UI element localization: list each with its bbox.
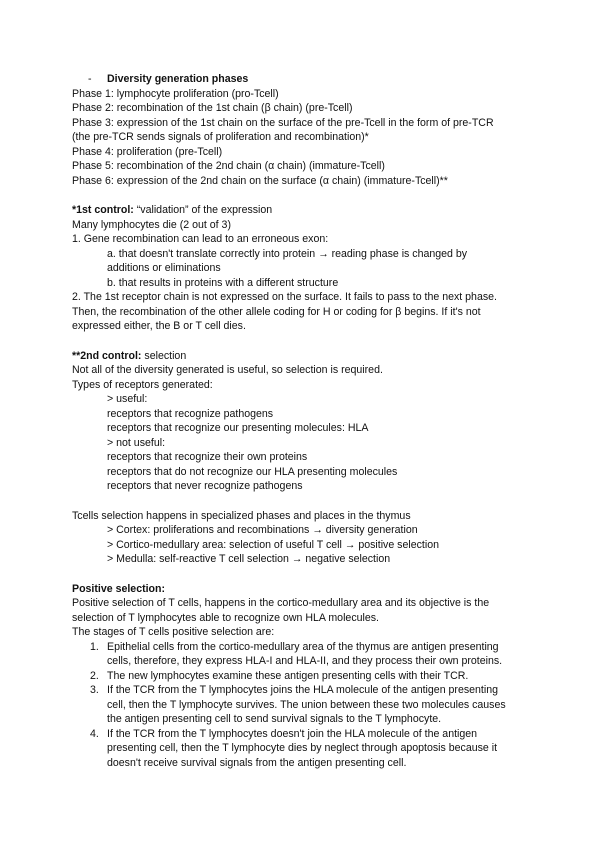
control1-indented-line: a. that doesn't translate correctly into protein → reading phase is changed by xyxy=(107,248,468,260)
control2-title xyxy=(72,349,186,363)
control1-line: Many lymphocytes die (2 out of 3) xyxy=(72,219,231,231)
receptor-type-line: > useful: xyxy=(107,393,148,405)
control1-line: Then, the recombination of the other allele coding for H or coding for β begins. If it's not xyxy=(72,306,481,318)
control1-indented-line: b. that results in proteins with a different structure xyxy=(107,277,339,289)
stage-line: If the TCR from the T lymphocytes joins the HLA molecule of the antigen presenting xyxy=(107,684,499,696)
stage-number: 1. xyxy=(90,641,99,653)
positive-paragraph-line: Positive selection of T cells, happens in the cortico-medullary area and its objective is the xyxy=(72,597,490,609)
control2-line: Not all of the diversity generated is useful, so selection is required. xyxy=(72,364,383,376)
control2-line: Types of receptors generated: xyxy=(72,379,213,391)
control1-line: 2. The 1st receptor chain is not expressed on the surface. It fails to pass to the next phase. xyxy=(72,291,497,303)
control1-line: expressed either, the B or T cell dies. xyxy=(72,320,246,332)
control1-title-bold: *1st control: xyxy=(72,204,134,216)
receptor-type-line: > not useful: xyxy=(107,437,166,449)
stage-number: 3. xyxy=(90,684,99,696)
phase-line: Phase 1: lymphocyte proliferation (pro-Tcell) xyxy=(72,88,279,100)
control1-title-rest: “validation” of the expression xyxy=(133,204,273,216)
receptor-type-line: receptors that recognize our presenting molecules: HLA xyxy=(107,422,369,434)
control1-indented-line: additions or eliminations xyxy=(107,262,221,274)
stage-number: 4. xyxy=(90,728,99,740)
stage-number: 2. xyxy=(90,670,99,682)
control2-title-rest: selection xyxy=(141,350,187,362)
stage-line: presenting cell, then the T lymphocyte dies by neglect through apoptosis because it xyxy=(107,742,498,754)
stage-line: Epithelial cells from the cortico-medullary area of the thymus are antigen presenting xyxy=(107,641,499,653)
stage-line: doesn't receive survival signals from the antigen presenting cell. xyxy=(107,757,407,769)
receptor-type-line: receptors that recognize pathogens xyxy=(107,408,274,420)
stage-line: cells, therefore, they express HLA-I and HLA-II, and they process their own proteins. xyxy=(107,655,503,667)
thymus-item: > Medulla: self-reactive T cell selection → negative selection xyxy=(107,553,391,565)
stage-line: the antigen presenting cell to send survival signals to the T lymphocyte. xyxy=(107,713,442,725)
positive-selection-heading: Positive selection: xyxy=(72,583,166,595)
control2-title-bold: **2nd control: xyxy=(72,350,142,362)
phase-line: Phase 6: expression of the 2nd chain on the surface (α chain) (immature-Tcell)** xyxy=(72,175,448,187)
positive-paragraph-line: The stages of T cells positive selection are: xyxy=(72,626,275,638)
thymus-intro: Tcells selection happens in specialized phases and places in the thymus xyxy=(72,510,411,522)
phase-line: (the pre-TCR sends signals of proliferation and recombination)* xyxy=(72,131,369,143)
phase-line: Phase 5: recombination of the 2nd chain (α chain) (immature-Tcell) xyxy=(72,160,385,172)
positive-paragraph-line: selection of T lymphocytes able to recognize own HLA molecules. xyxy=(72,612,379,624)
section-heading-diversity: Diversity generation phases xyxy=(107,73,249,85)
stage-line: The new lymphocytes examine these antigen presenting cells with their TCR. xyxy=(107,670,469,682)
thymus-item: > Cortico-medullary area: selection of useful T cell → positive selection xyxy=(107,539,439,551)
control1-line: 1. Gene recombination can lead to an erroneous exon: xyxy=(72,233,329,245)
receptor-type-line: receptors that recognize their own proteins xyxy=(107,451,308,463)
control1-title xyxy=(72,203,272,217)
receptor-type-line: receptors that do not recognize our HLA presenting molecules xyxy=(107,466,398,478)
stage-line: cell, then the T lymphocyte survives. The union between these two molecules causes xyxy=(107,699,506,711)
phase-line: Phase 4: proliferation (pre-Tcell) xyxy=(72,146,223,158)
phase-line: Phase 2: recombination of the 1st chain (β chain) (pre-Tcell) xyxy=(72,102,353,114)
phase-line: Phase 3: expression of the 1st chain on the surface of the pre-Tcell in the form of pre-TCR xyxy=(72,117,494,129)
thymus-item: > Cortex: proliferations and recombinations → diversity generation xyxy=(107,524,418,536)
bullet-dash: - xyxy=(88,73,92,85)
stage-line: If the TCR from the T lymphocytes doesn't join the HLA molecule of the antigen xyxy=(107,728,478,740)
receptor-type-line: receptors that never recognize pathogens xyxy=(107,480,303,492)
